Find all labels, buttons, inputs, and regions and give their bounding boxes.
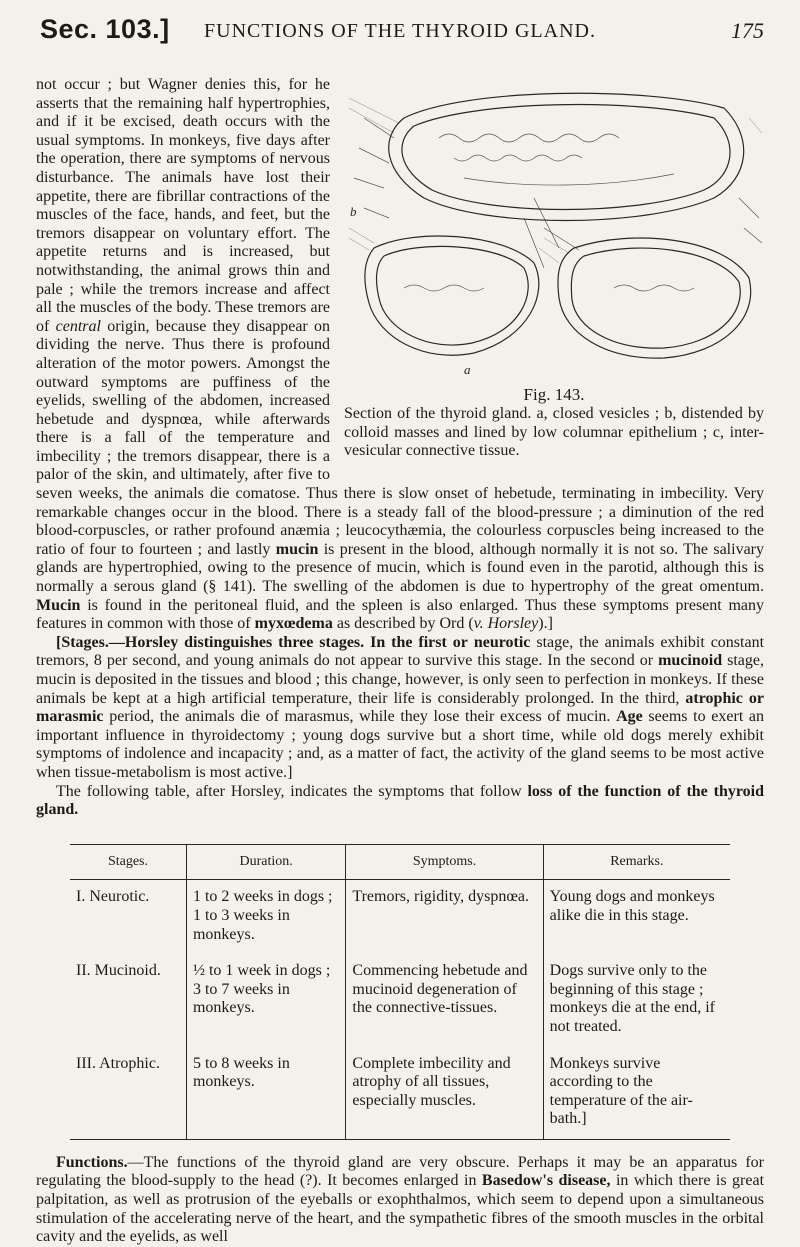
section-label: Sec. 103.] — [40, 14, 170, 44]
table-header: Duration. — [186, 844, 345, 880]
para1-myxoedema: myxœdema — [254, 615, 333, 633]
page-number: 175 — [731, 18, 764, 43]
para2-atrophic: atrophic or marasmic — [36, 689, 765, 726]
table-row — [70, 880, 730, 954]
figure-caption: Section of the thyroid gland. a, closed vesicles ; b, distended by colloid masses and lined by low columnar epithelium ; c, inter-vesicular connective tissue. — [344, 405, 764, 460]
para3-basedow: Basedow's disease, — [481, 1172, 611, 1190]
running-title: FUNCTIONS OF THE THYROID GLAND. — [204, 20, 596, 42]
table-cell: ½ to 1 week in dogs ; 3 to 7 weeks in monkeys. — [186, 954, 345, 1046]
para2-d: seems to exert an important influence in thyroidectomy ; young dogs survive but a short time, while old dogs merely exhibit symptoms of indolence and incapacity ; and, as a matter of fact, the activity of the gland seems to be most active when tissue-metabolism is most active.] — [36, 708, 765, 781]
figure-143 — [344, 78, 764, 461]
para1-mucin2: Mucin — [36, 596, 81, 614]
para1-text-e: as described by Ord ( — [336, 615, 474, 633]
para1-text-c: is present in the blood, although normally it is not so. The salivary glands are hypertrophied, owing to the presence of mucin, which is found even in the parotid, although this is normally a serous gland (§ 141). The swelling of the abdomen is due to hypertrophy of the great omentum. — [36, 540, 764, 596]
table-cell: Commencing hebetude and mucinoid degeneration of the connective-tissues. — [346, 954, 543, 1046]
table-header: Stages. — [70, 844, 186, 880]
para2-c: period, the animals die of marasmus, while they lose their excess of mucin. — [109, 708, 611, 726]
para2-lead: [Stages.—Horsley distinguishes three stages. In the first or — [56, 633, 468, 651]
figure-number: Fig. 143. — [523, 384, 585, 404]
table-row — [70, 954, 730, 1046]
para1-text-f: ).] — [538, 615, 553, 633]
table-cell: 5 to 8 weeks in monkeys. — [186, 1047, 345, 1140]
table-cell: Complete imbecility and atrophy of all tissues, especially muscles. — [346, 1047, 543, 1140]
table-cell: I. Neurotic. — [76, 888, 150, 906]
table-cell: Young dogs and monkeys alike die in this stage. — [543, 880, 730, 954]
running-header — [36, 0, 764, 70]
table-header: Remarks. — [543, 844, 730, 880]
table-cell: Monkeys survive according to the temperature of the air-bath.] — [543, 1047, 730, 1140]
para2-age: Age — [616, 708, 643, 726]
para2-a: stage, the animals exhibit constant tremors, 8 per second, and young animals do not appear to survive this stage. In the second or — [36, 633, 765, 670]
para1-text-a: not occur ; but Wagner denies this, for he asserts that the remaining half hypertrophies, and if it be excised, death occurs with the usual symptoms. In monkeys, five days after the operation, there are symptoms of nervous disturbance. The animals have lost their appetite, there are fibrillar contractions of the muscles of the face, hands, and feet, but the tremors disappear on voluntary effort. The appetite returns and is increased, but notwithstanding, the animal grows thin and pale ; while the tremors increase and affect all the muscles of the body. These tremors are of — [36, 76, 330, 335]
table-cell: Dogs survive only to the beginning of this stage ; monkeys die at the end, if not treated. — [543, 954, 730, 1046]
para2-mucinoid: mucinoid — [658, 652, 723, 670]
table-cell: III. Atrophic. — [70, 1047, 186, 1140]
para1-central: central — [55, 317, 101, 335]
paragraph-3 — [36, 1154, 764, 1247]
table-header-row — [70, 844, 730, 880]
figure-letter-b: b — [350, 204, 357, 219]
table-row — [70, 1047, 730, 1140]
para3-lead: Functions. — [56, 1153, 128, 1171]
thyroid-section-illustration — [344, 78, 764, 378]
table-cell: II. Mucinoid. — [76, 962, 161, 980]
para1-vref: v. Horsley — [473, 615, 539, 633]
para2-e: The following table, after Horsley, indicates the symptoms that follow — [56, 782, 522, 800]
para1-mucin: mucin — [275, 540, 319, 558]
paragraph-2b — [36, 783, 764, 820]
para1-text-d: is found in the peritoneal fluid, and the spleen is also enlarged. Thus these symptoms present many features in common with those of — [36, 596, 764, 633]
para1-text-b: origin, because they disappear on dividing the nerve. Thus there is profound alteration of the motor powers. Amongst the outward symptoms are puffiness of the eyelids, swelling of the abdomen, increased hebetude and dyspnœa, while afterwards there is a fall of the temperature and imbecility ; the tremors disappear, there is a palor of the skin, and ultimately, after five to seven weeks, the animals die comatose. Thus there is slow onset of hebetude, terminating in imbecility. Very remarkable changes occur in the blood. There is a steady fall of the blood-pressure ; a diminution of the red blood-corpuscles, or rather profound anæmia ; leucocythæmia, the colourless corpuscles being increased to the ratio of four to fourteen ; and lastly — [36, 317, 764, 558]
stages-table — [70, 844, 730, 1140]
table-header: Symptoms. — [346, 844, 543, 880]
table-cell: Tremors, rigidity, dyspnœa. — [346, 880, 543, 954]
para3-a: —The functions of the thyroid gland are very obscure. Perhaps it may be an apparatus for regulating the blood-supply to the head (?). It becomes enlarged in — [36, 1153, 764, 1190]
text-body — [36, 76, 764, 1247]
para3-b: in which there is great palpitation, as well as protrusion of the eyeballs or exophthalmos, which seem to depend upon a simultaneous stimulation of the accelerating nerve of the heart, and the sympathetic fibres of the smooth muscles in the orbital cavity and the eyelids, as well — [36, 1172, 765, 1246]
para2-b: stage, mucin is deposited in the tissues and blood ; this change, however, is only seen to perfection in monkeys. If these animals be kept at a high artificial temperature, their life is considerably prolonged. In the third, — [36, 652, 764, 707]
figure-letter-a: a — [464, 362, 471, 377]
para2-neurotic: neurotic — [473, 633, 531, 651]
para2-loss: loss of the function of the thyroid gland. — [36, 782, 765, 819]
table-cell: 1 to 2 weeks in dogs ; 1 to 3 weeks in monkeys. — [186, 880, 345, 954]
paragraph-2 — [36, 634, 764, 783]
